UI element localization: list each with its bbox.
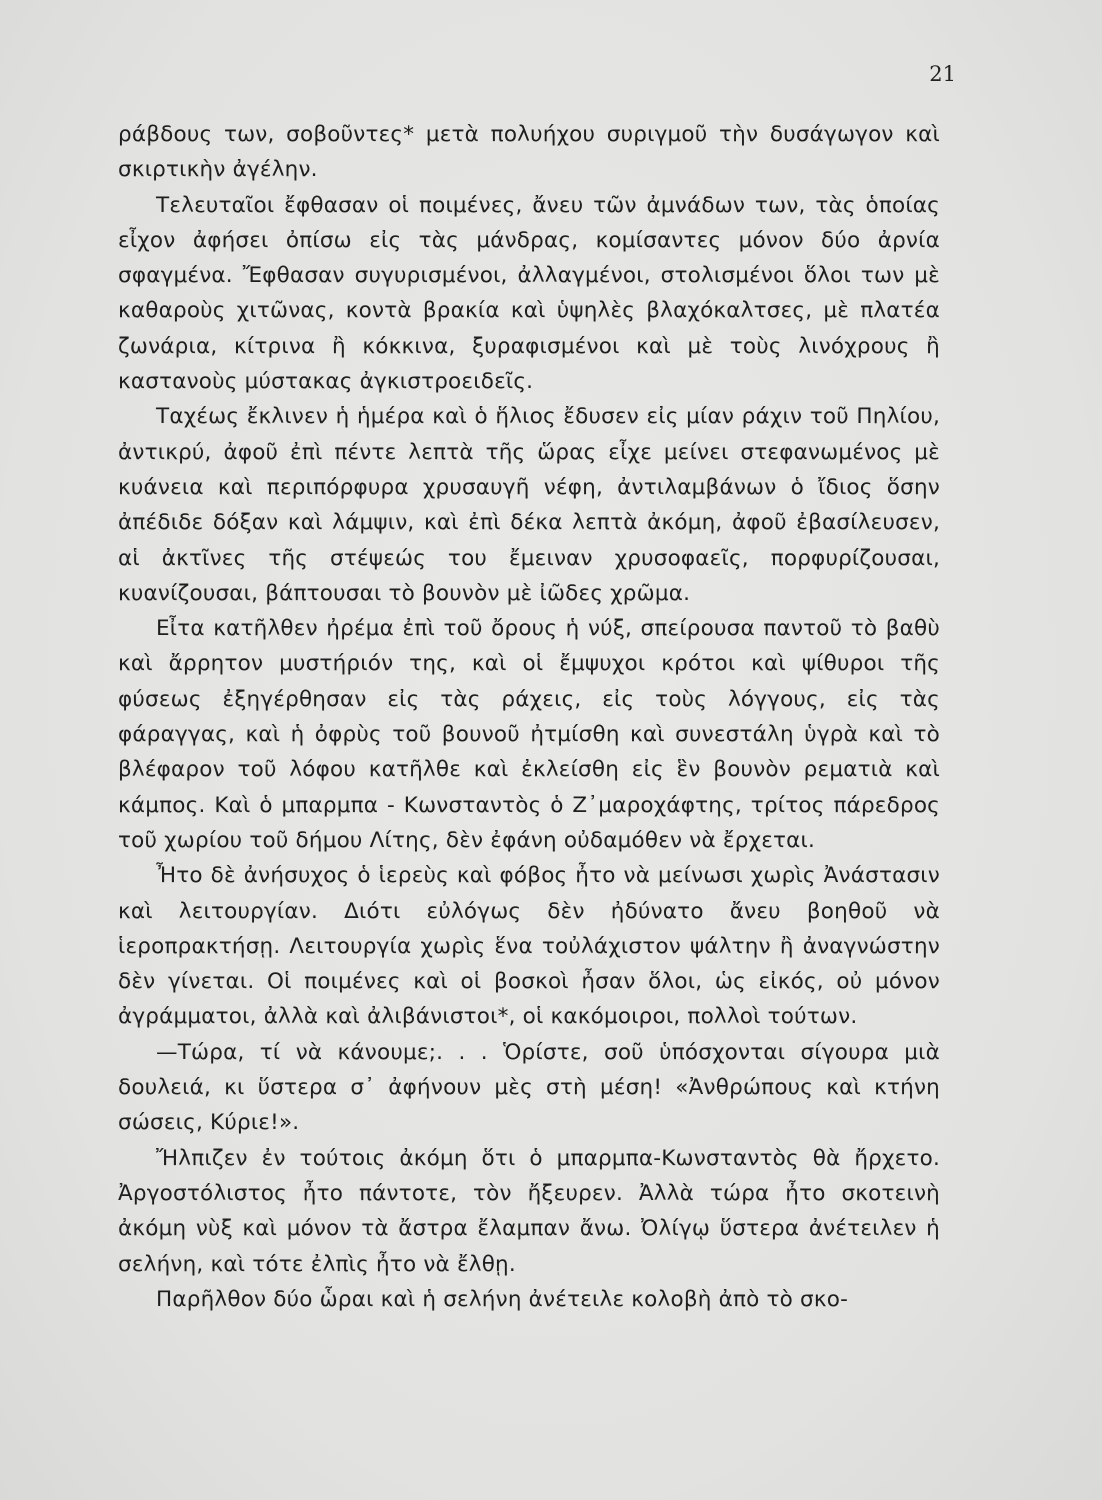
paragraph-8: Παρῆλθον δύο ὧραι καὶ ἡ σελήνη ἀνέτειλε κολοβὴ ἀπὸ τὸ σκο- <box>156 1286 849 1312</box>
paragraph-3: Ταχέως ἔκλινεν ἡ ἡμέρα καὶ ὁ ἥλιος ἔδυσεν εἰς μίαν ράχιν τοῦ Πηλίου, ἀντικρύ, ἀφοῦ ἐπὶ πέντε λεπτὰ τῆς ὥρας εἶχε μείνει στεφανωμένος μὲ κυάνεια καὶ περιπόρφυρα χρυσαυγῆ νέφη, ἀντιλαμβάνων ὁ ἴδιος ὅσην ἀπέδιδε δόξαν καὶ λάμψιν, καὶ ἐπὶ δέκα λεπτὰ ἀκόμη, ἀφοῦ ἐβασίλευσεν, αἱ ἀκτῖνες τῆς στέψεώς του ἔμειναν χρυσοφαεῖς, πορφυρίζουσαι, κυανίζουσαι, βάπτουσαι τὸ βουνὸν μὲ ἰῶδες χρῶμα. <box>118 404 940 606</box>
body-text <box>118 117 940 1317</box>
page-number: 21 <box>929 62 956 86</box>
paragraph-1: ράβδους των, σοβοῦντες* μετὰ πολυήχου συριγμοῦ τὴν δυσάγωγον καὶ σκιρτικὴν ἀγέλην. <box>118 122 940 183</box>
paragraph-5: Ἦτο δὲ ἀνήσυχος ὁ ἱερεὺς καὶ φόβος ἦτο νὰ μείνωσι χωρὶς Ἀνάστασιν καὶ λειτουργίαν. Διότι εὐλόγως δὲν ἠδύνατο ἄνευ βοηθοῦ νὰ ἱεροπρακτήσῃ. Λειτουργία χωρὶς ἕνα τοὐλάχιστον ψάλτην ἢ ἀναγνώστην δὲν γίνεται. Οἱ ποιμένες καὶ οἱ βοσκοὶ ἦσαν ὅλοι, ὡς εἰκός, οὐ μόνον ἀγράμματοι, ἀλλὰ καὶ ἀλιβάνιστοι*, οἱ κακόμοιροι, πολλοὶ τούτων. <box>118 863 940 1030</box>
paragraph-7: Ἤλπιζεν ἐν τούτοις ἀκόμη ὅτι ὁ μπαρμπα-Κωνσταντὸς θὰ ἤρχετο. Ἀργοστόλιστος ἦτο πάντοτε, τὸν ἤξευρεν. Ἀλλὰ τώρα ἦτο σκοτεινὴ ἀκόμη νὺξ καὶ μόνον τὰ ἄστρα ἔλαμπαν ἄνω. Ὀλίγῳ ὕστερα ἀνέτειλεν ἡ σελήνη, καὶ τότε ἐλπὶς ἦτο νὰ ἔλθῃ. <box>118 1145 940 1277</box>
paragraph-4: Εἶτα κατῆλθεν ἠρέμα ἐπὶ τοῦ ὄρους ἡ νύξ, σπείρουσα παντοῦ τὸ βαθὺ καὶ ἄρρητον μυστήριόν της, καὶ οἱ ἔμψυχοι κρότοι καὶ ψίθυροι τῆς φύσεως ἐξηγέρθησαν εἰς τὰς ράχεις, εἰς τοὺς λόγγους, εἰς τὰς φάραγγας, καὶ ἡ ὀφρὺς τοῦ βουνοῦ ἠτμίσθη καὶ συνεστάλη ὑγρὰ καὶ τὸ βλέφαρον τοῦ λόφου κατῆλθε καὶ ἐκλείσθη εἰς ἓν βουνὸν ρεματιὰ καὶ κάμπος. Καὶ ὁ μπαρμπα - Κωνσταντὸς ὁ Ζ᾿μαροχάφτης, τρίτος πάρεδρος τοῦ χωρίου τοῦ δήμου Λίτης, δὲν ἐφάνη οὐδαμόθεν νὰ ἔρχεται. <box>118 616 940 853</box>
paragraph-6: —Τώρα, τί νὰ κάνουμε;. . . Ὁρίστε, σοῦ ὑπόσχονται σίγουρα μιὰ δουλειά, κι ὕστερα σ᾿ ἀφήνουν μὲς στὴ μέση! «Ἀνθρώπους καὶ κτήνη σώσεις, Κύριε!». <box>118 1039 940 1136</box>
paragraph-2: Τελευταῖοι ἔφθασαν οἱ ποιμένες, ἄνευ τῶν ἀμνάδων των, τὰς ὁποίας εἶχον ἀφήσει ὀπίσω εἰς τὰς μάνδρας, κομίσαντες μόνον δύο ἀρνία σφαγμένα. Ἔφθασαν συγυρισμένοι, ἀλλαγμένοι, στολισμένοι ὅλοι των μὲ καθαροὺς χιτῶνας, κοντὰ βρακία καὶ ὑψηλὲς βλαχόκαλτσες, μὲ πλατέα ζωνάρια, κίτρινα ἢ κόκκινα, ξυραφισμένοι καὶ μὲ τοὺς λινόχρους ἢ καστανοὺς μύστακας ἀγκιστροειδεῖς. <box>118 192 940 395</box>
